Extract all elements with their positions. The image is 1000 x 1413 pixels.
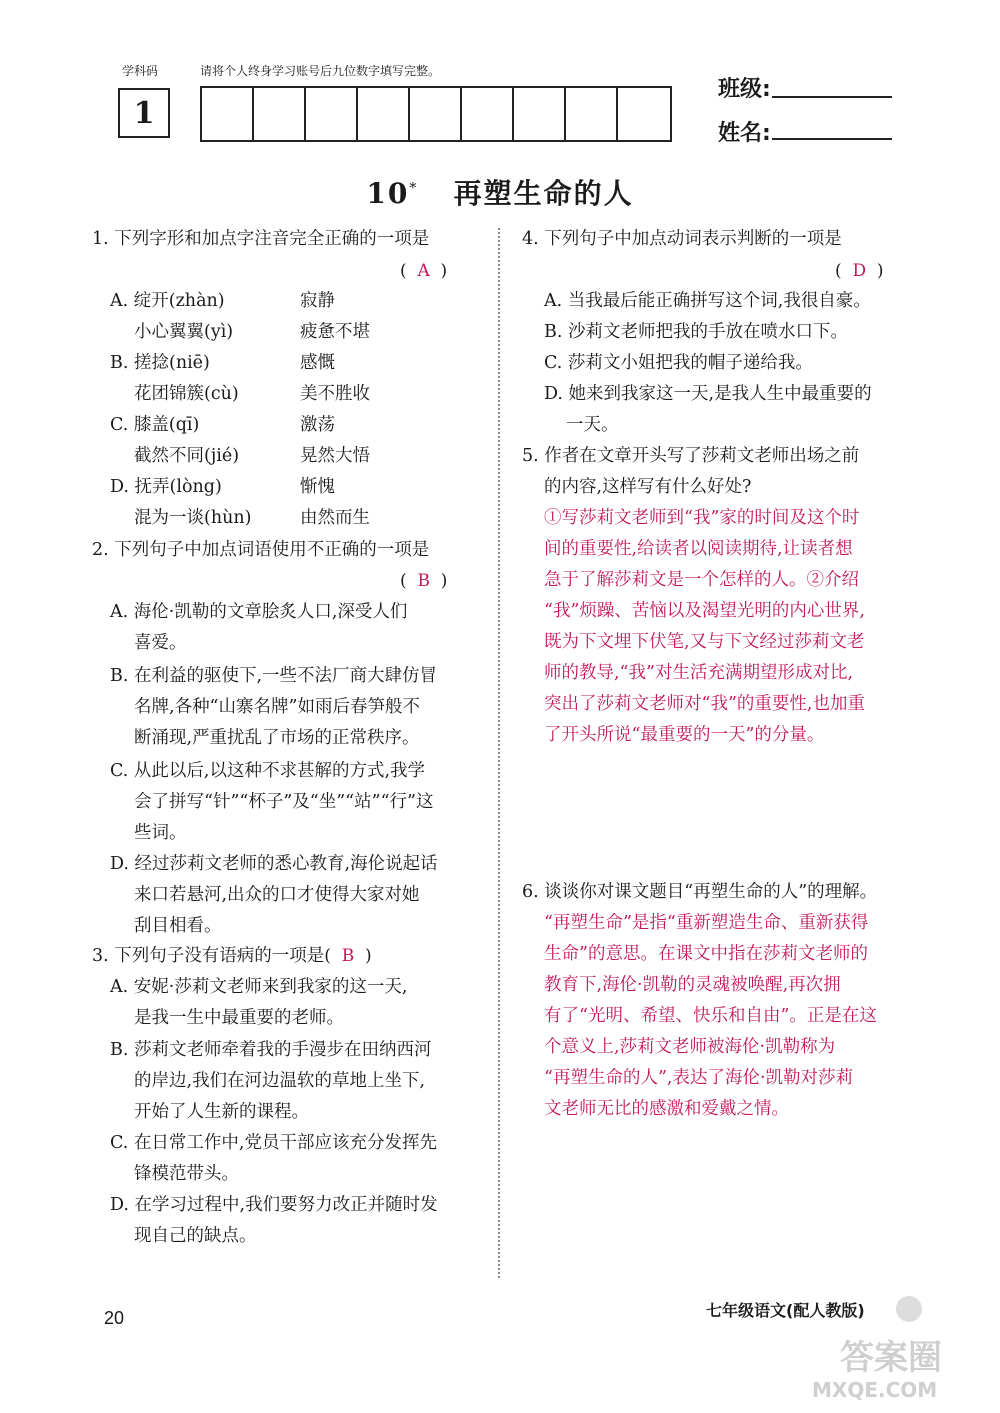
option-1b-1: B. 搓捻(niē) <box>110 353 210 373</box>
option-2c-line2: 会了拼写“针”“杯子”及“坐”“站”“行”这 <box>134 792 434 812</box>
option-2d-line2: 来口若悬河,出众的口才使得大家对她 <box>134 885 420 905</box>
option-2b-line1: B. 在利益的驱使下,一些不法厂商大肆仿冒 <box>110 666 438 686</box>
lesson-title: 再塑生命的人 <box>453 177 634 210</box>
option-4d-line1: D. 她来到我家这一天,是我人生中最重要的 <box>544 384 872 404</box>
option-3b-line3: 开始了人生新的课程。 <box>134 1102 309 1122</box>
answer-2: ( B ) <box>400 571 448 591</box>
option-1c-4: 晃然大悟 <box>300 446 370 466</box>
subject-code-label: 学科码 <box>122 64 159 78</box>
option-3c-line1: C. 在日常工作中,党员干部应该充分发挥先 <box>110 1133 437 1153</box>
question-6: 6. 谈谈你对课文题目“再塑生命的人”的理解。 <box>522 882 878 902</box>
name-label: 姓名: <box>718 121 771 146</box>
answer-3: ( B ) <box>324 946 372 966</box>
option-1b-2: 感慨 <box>300 353 335 373</box>
answer-6-line1: “再塑生命”是指“重新塑造生命、重新获得 <box>544 913 869 933</box>
option-1a-2: 寂静 <box>300 291 335 311</box>
digit-cell[interactable] <box>566 88 618 140</box>
option-1b-3: 花团锦簇(cù) <box>134 384 239 404</box>
digit-cell[interactable] <box>202 88 254 140</box>
option-3a-line1: A. 安妮·莎莉文老师来到我家的这一天, <box>110 977 408 997</box>
instruction-text: 请将个人终身学习账号后九位数字填写完整。 <box>200 64 441 78</box>
class-label: 班级: <box>718 77 771 102</box>
option-2c-line1: C. 从此以后,以这种不求甚解的方式,我学 <box>110 761 426 781</box>
question-2: 2. 下列句子中加点词语使用不正确的一项是 <box>92 540 430 560</box>
optional-star: * <box>409 180 419 197</box>
option-1d-1: D. 抚弄(lòng) <box>110 477 222 497</box>
answer-5-line8: 了开头所说“最重要的一天”的分量。 <box>544 725 825 745</box>
answer-1: ( A ) <box>400 261 448 281</box>
answer-6-line4: 有了“光明、希望、快乐和自由”。正是在这 <box>544 1006 877 1026</box>
option-2d-line3: 刮目相看。 <box>134 916 222 936</box>
digit-cell[interactable] <box>514 88 566 140</box>
option-2a-line2: 喜爱。 <box>134 633 187 653</box>
option-1a-3: 小心翼翼(yì) <box>134 322 234 342</box>
option-1d-3: 混为一谈(hùn) <box>134 508 252 528</box>
question-1: 1. 下列字形和加点字注音完全正确的一项是 <box>92 229 430 249</box>
option-2b-line2: 名牌,各种“山寨名牌”如雨后春笋般不 <box>134 697 420 717</box>
answer-3-value: B <box>341 946 355 966</box>
lesson-number: 10 <box>366 177 410 210</box>
answer-6-line6: “再塑生命的人”,表达了海伦·凯勒对莎莉 <box>544 1068 854 1088</box>
option-3a-line2: 是我一生中最重要的老师。 <box>134 1008 344 1028</box>
answer-6-line3: 教育下,海伦·凯勒的灵魂被唤醒,再次拥 <box>544 975 841 995</box>
watermark-logo: 答案圈 <box>840 1338 942 1378</box>
answer-6-line2: 生命”的意思。在课文中指在莎莉文老师的 <box>544 944 868 964</box>
option-3c-line2: 锋模范带头。 <box>134 1164 239 1184</box>
name-field[interactable] <box>772 112 892 140</box>
question-3-text: 3. 下列句子没有语病的一项是 <box>92 946 325 966</box>
answer-1-value: A <box>417 261 430 281</box>
page-title <box>0 172 1000 212</box>
answer-5-line5: 既为下文埋下伏笔,又与下文经过莎莉文老 <box>544 632 865 652</box>
option-1d-4: 由然而生 <box>300 508 370 528</box>
digit-cell[interactable] <box>462 88 514 140</box>
option-4b: B. 沙莉文老师把我的手放在喷水口下。 <box>544 322 848 342</box>
option-1d-2: 惭愧 <box>300 477 335 497</box>
question-5-line2: 的内容,这样写有什么好处? <box>544 477 752 497</box>
option-3d-line1: D. 在学习过程中,我们要努力改正并随时发 <box>110 1195 438 1215</box>
option-1c-2: 激荡 <box>300 415 335 435</box>
watermark-url: MXQE.COM <box>812 1378 938 1402</box>
answer-5-line1: ①写莎莉文老师到“我”家的时间及这个时 <box>544 508 860 528</box>
answer-5-line7: 突出了莎莉文老师对“我”的重要性,也加重 <box>544 694 865 714</box>
option-3d-line2: 现自己的缺点。 <box>134 1226 257 1246</box>
digit-cell[interactable] <box>358 88 410 140</box>
question-4: 4. 下列句子中加点动词表示判断的一项是 <box>522 229 842 249</box>
option-2a-line1: A. 海伦·凯勒的文章脍炙人口,深受人们 <box>110 602 408 622</box>
answer-5-line3: 急于了解莎莉文是一个怎样的人。②介绍 <box>544 570 859 590</box>
option-3b-line2: 的岸边,我们在河边温软的草地上坐下, <box>134 1071 426 1091</box>
book-title: 七年级语文(配人教版) <box>706 1301 865 1320</box>
question-5-line1: 5. 作者在文章开头写了莎莉文老师出场之前 <box>522 446 860 466</box>
answer-4-value: D <box>852 261 867 281</box>
gear-icon <box>896 1296 922 1322</box>
option-4d-line2: 一天。 <box>566 415 619 435</box>
column-divider <box>498 228 500 1278</box>
class-field[interactable] <box>772 70 892 98</box>
digit-cell[interactable] <box>618 88 670 140</box>
page-number: 20 <box>104 1308 125 1328</box>
answer-6-line7: 文老师无比的感激和爱戴之情。 <box>544 1099 789 1119</box>
option-1c-3: 截然不同(jié) <box>134 446 240 466</box>
account-digits-grid[interactable] <box>200 86 672 142</box>
option-2c-line3: 些词。 <box>134 823 187 843</box>
option-1c-1: C. 膝盖(qī) <box>110 415 200 435</box>
subject-code-box: 1 <box>118 88 170 138</box>
option-4c: C. 莎莉文小姐把我的帽子递给我。 <box>544 353 813 373</box>
option-2d-line1: D. 经过莎莉文老师的悉心教育,海伦说起话 <box>110 854 438 874</box>
digit-cell[interactable] <box>306 88 358 140</box>
digit-cell[interactable] <box>254 88 306 140</box>
answer-5-line4: “我”烦躁、苦恼以及渴望光明的内心世界, <box>544 601 865 621</box>
option-3b-line1: B. 莎莉文老师牵着我的手漫步在田纳西河 <box>110 1040 432 1060</box>
option-1b-4: 美不胜收 <box>300 384 370 404</box>
option-1a-4: 疲惫不堪 <box>300 322 370 342</box>
answer-4: ( D ) <box>835 261 884 281</box>
answer-2-value: B <box>417 571 430 591</box>
option-2b-line3: 断涌现,严重扰乱了市场的正常秩序。 <box>134 728 420 748</box>
question-3 <box>92 941 372 972</box>
answer-6-line5: 个意义上,莎莉文老师被海伦·凯勒称为 <box>544 1037 836 1057</box>
digit-cell[interactable] <box>410 88 462 140</box>
option-1a-1: A. 绽开(zhàn) <box>110 291 225 311</box>
option-4a: A. 当我最后能正确拼写这个词,我很自豪。 <box>544 291 871 311</box>
answer-5-line6: 师的教导,“我”对生活充满期望形成对比, <box>544 663 854 683</box>
answer-5-line2: 间的重要性,给读者以阅读期待,让读者想 <box>544 539 853 559</box>
